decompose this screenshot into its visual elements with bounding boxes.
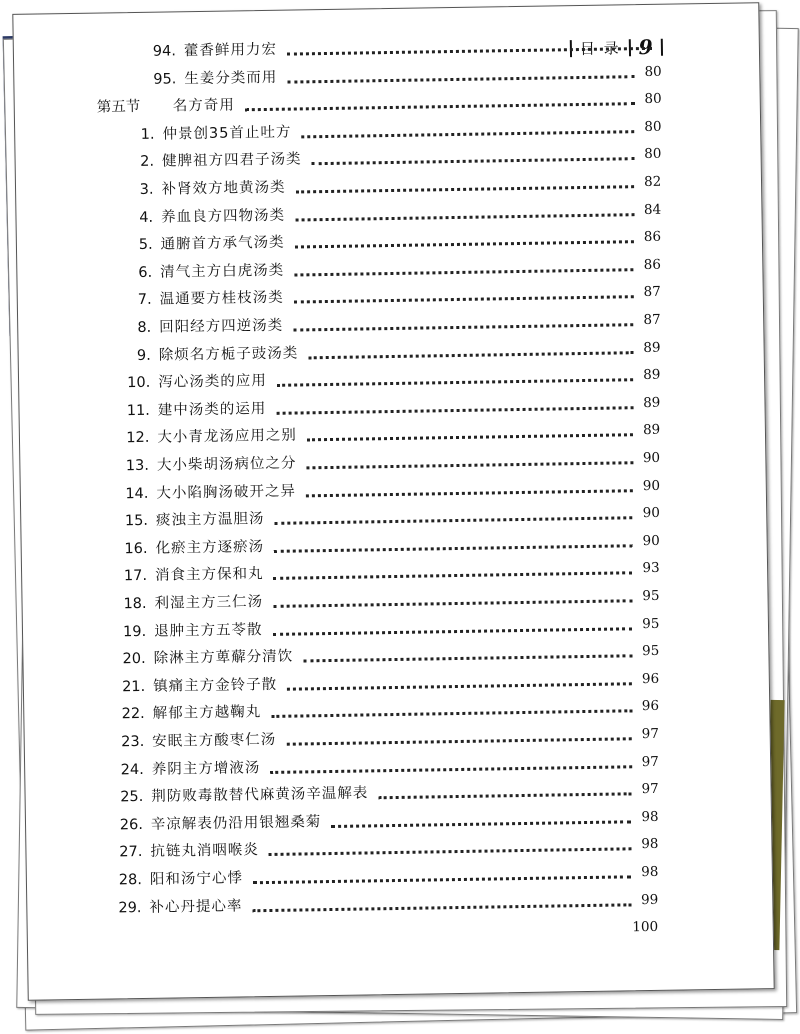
toc-page-number: 98: [641, 808, 659, 825]
toc-leader-dots: [294, 296, 634, 304]
toc-leader-dots: [269, 848, 631, 857]
toc-page-number: 96: [641, 670, 660, 687]
toc-leader-dots: [295, 213, 634, 221]
toc-leader-dots: [296, 185, 635, 193]
toc-page-number: 87: [643, 284, 661, 301]
toc-entry-number: 19.: [122, 623, 147, 640]
toc-entry-title: 藿香鲜用力宏: [183, 41, 278, 60]
toc-entry-number: 22.: [121, 706, 145, 723]
toc-entry-number: 27.: [119, 844, 143, 861]
toc-entry-number: 21.: [122, 678, 146, 696]
toc-leader-dots: [295, 240, 634, 248]
toc-entry-title: 健脾祖方四君子汤类: [161, 151, 302, 170]
toc-entry-number: 6.: [138, 264, 153, 281]
toc-entry-number: 3.: [139, 181, 154, 198]
toc-page-number: 96: [641, 698, 660, 715]
toc-leader-dots: [276, 406, 633, 415]
toc-leader-dots: [301, 130, 634, 138]
toc-entry-title: 名方奇用: [172, 97, 235, 115]
toc-entry-number: 2.: [140, 154, 155, 171]
toc-leader-dots: [287, 75, 634, 83]
toc-entry-title: 生姜分类而用: [184, 69, 278, 87]
toc-leader-dots: [277, 378, 634, 387]
toc-page-number: 100: [632, 919, 659, 936]
toc-entry-number: 9.: [136, 347, 151, 364]
toc-leader-dots: [293, 323, 633, 331]
toc-entry-title: 大小柴胡汤病位之分: [156, 455, 297, 474]
toc-entry-number: 10.: [127, 374, 151, 392]
toc-page-number: 86: [643, 256, 662, 273]
toc-entry-number: 13.: [125, 457, 150, 475]
toc-leader-dots: [275, 516, 633, 525]
toc-entry-title: 泻心汤类的应用: [158, 373, 267, 391]
toc-entry-number: 14.: [125, 485, 149, 502]
toc-page-number: 90: [642, 532, 660, 549]
toc-page-number: 93: [642, 560, 660, 577]
toc-page-number: 90: [642, 505, 660, 522]
toc-leader-dots: [271, 710, 632, 719]
toc-page-number: 89: [643, 394, 661, 411]
toc-entry-title: 养阴主方增液汤: [151, 759, 261, 778]
toc-entry-title: 仲景创35首止吐方: [162, 124, 292, 143]
toc-entry-number: 94.: [152, 43, 177, 60]
toc-page-number: 80: [644, 90, 662, 108]
toc-leader-dots: [306, 489, 633, 497]
toc-leader-dots: [308, 351, 633, 359]
toc-section-label: 第五节: [96, 99, 141, 116]
toc-leader-dots: [273, 599, 632, 608]
toc-page-number: 89: [642, 422, 661, 439]
toc-leader-dots: [294, 268, 634, 276]
toc-entry-number: 12.: [126, 430, 150, 447]
toc-entry-number: 29.: [118, 899, 142, 916]
toc-leader-dots: [286, 737, 632, 745]
toc-page-number: 82: [643, 173, 662, 191]
toc-page-number: 97: [641, 781, 659, 798]
toc-entry-title: 清气主方白虎汤类: [160, 262, 285, 281]
toc-page-number: 95: [642, 587, 660, 605]
toc-page-number: 95: [641, 643, 660, 660]
toc-leader-dots: [274, 572, 633, 581]
toc-entry-number: 1.: [140, 126, 155, 143]
toc-entry-number: [9, 944, 149, 946]
toc-entry-number: 95.: [153, 70, 177, 88]
toc-leader-dots: [273, 627, 633, 636]
toc-page-number: 80: [644, 146, 662, 163]
toc-entry-number: 4.: [139, 209, 154, 226]
toc-entry-number: 5.: [138, 236, 153, 254]
toc-leader-dots: [378, 792, 631, 799]
toc-page-number: 87: [643, 311, 661, 329]
toc-page-number: 84: [643, 201, 662, 218]
toc-entry-number: 11.: [126, 402, 150, 419]
toc-entry-title: 大小陷胸汤破开之异: [156, 483, 297, 502]
toc-page-number: 98: [641, 836, 659, 853]
toc-page-number: 80: [644, 63, 662, 80]
toc-entry-number: 28.: [118, 871, 143, 889]
toc-leader-dots: [331, 820, 631, 828]
toc-page-number: 98: [641, 863, 659, 881]
toc-entry-title: 痰浊主方温胆汤: [155, 511, 265, 529]
table-of-contents: [13, 3, 773, 1000]
toc-entry-number: 25.: [120, 789, 144, 806]
toc-leader-dots: [287, 682, 632, 690]
toc-page-number: 90: [642, 449, 661, 467]
toc-leader-dots: [287, 47, 652, 56]
toc-page-number: 89: [643, 366, 661, 384]
header-page-number: 9: [638, 34, 653, 60]
toc-entry-title: 大小青龙汤应用之别: [157, 427, 297, 447]
toc-entry-title: 消食主方保和丸: [154, 566, 264, 585]
toc-entry-title: 回阳经方四逆汤类: [159, 317, 284, 336]
toc-page-number: 99: [640, 891, 659, 908]
toc-entry-title: 荆防败毒散替代麻黄汤辛温解表: [151, 785, 369, 806]
toc-entry-number: 20.: [122, 651, 146, 668]
toc-leader-dots: [303, 654, 632, 662]
toc-page: [12, 2, 774, 1001]
toc-page-number: 97: [641, 725, 660, 743]
toc-entry-title: 镇痛主方金铃子散: [153, 676, 278, 695]
toc-entry-title: 安眠主方酸枣仁汤: [152, 731, 277, 750]
toc-entry-number: 26.: [119, 816, 143, 834]
toc-page-number: 95: [642, 615, 660, 632]
toc-leader-dots: [306, 461, 633, 469]
toc-leader-dots: [307, 434, 633, 442]
toc-entry-title: 除烦名方栀子豉汤类: [158, 345, 299, 364]
toc-entry-title: 温通要方桂枝汤类: [159, 290, 284, 309]
toc-entry-number: 16.: [124, 540, 148, 558]
toc-page-number: 86: [643, 228, 662, 246]
toc-entry-number: 8.: [137, 319, 152, 337]
toc-entry-title: 利湿主方三仁汤: [154, 594, 264, 612]
toc-page-number: 80: [644, 118, 662, 135]
toc-page-number: 97: [641, 753, 659, 770]
header-label: 目 录: [579, 38, 621, 58]
toc-page-number: 89: [643, 339, 661, 356]
toc-leader-dots: [270, 765, 631, 774]
toc-entry-title: 辛凉解表仍沿用银翘桑菊: [150, 813, 322, 833]
toc-entry-title: 建中汤类的运用: [157, 400, 267, 419]
toc-entry-number: 7.: [137, 292, 152, 309]
toc-entry-title: 抗链丸消咽喉炎: [150, 842, 259, 861]
toc-leader-dots: [312, 158, 635, 166]
toc-entry-number: 23.: [121, 733, 145, 751]
toc-leader-dots: [274, 544, 633, 553]
toc-entry-title: 补肾效方地黄汤类: [161, 179, 286, 198]
toc-entry-title: 解郁主方越鞠丸: [152, 704, 262, 723]
toc-entry-title: 退肿主方五苓散: [153, 621, 263, 640]
toc-entry-title: 化瘀主方逐瘀汤: [155, 538, 265, 557]
toc-entry-title: 除淋主方萆薢分清饮: [153, 648, 294, 667]
toc-entry-title: 养血良方四物汤类: [160, 207, 286, 226]
toc-entry-number: 24.: [120, 761, 144, 778]
toc-entry-title: 补心丹提心率: [149, 898, 243, 916]
toc-entry-title: 通腑首方承气汤类: [160, 234, 285, 253]
toc-entry-title: 阳和汤宁心悸: [149, 870, 244, 888]
toc-page-number: 90: [642, 477, 661, 494]
toc-entry-number: 17.: [123, 568, 148, 585]
toc-entry-number: 15.: [124, 513, 149, 530]
toc-entry-number: 18.: [123, 595, 147, 613]
